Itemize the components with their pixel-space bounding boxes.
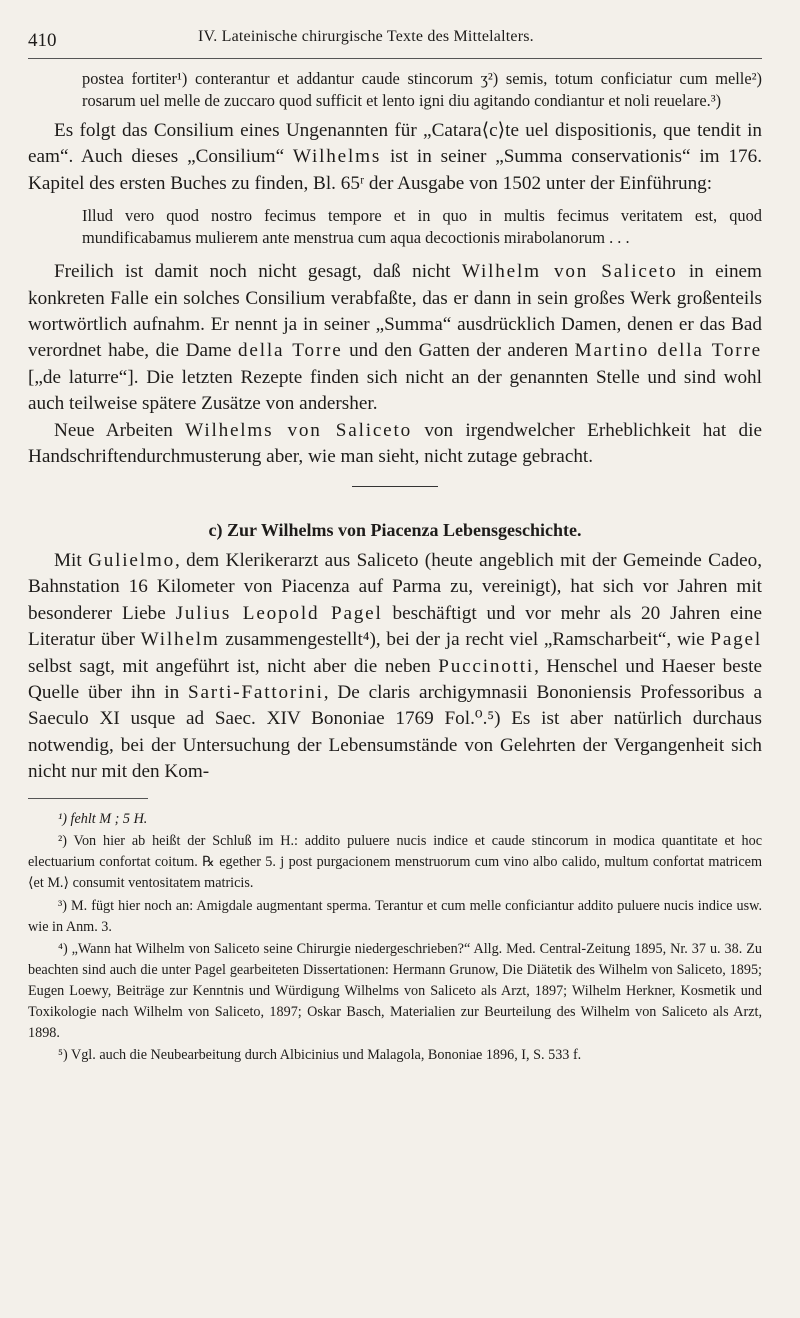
text-run: , Henschel und Haeser beste Quelle über ihn in — [28, 655, 763, 703]
footnote-1: ¹) fehlt M ; 5 H. — [58, 810, 148, 827]
page-header — [28, 24, 762, 59]
page-number: 410 — [28, 30, 57, 51]
person-name: Wilhelms — [292, 146, 382, 168]
person-name: Pagel — [710, 629, 763, 651]
paragraph-neue-arbeiten — [28, 418, 762, 471]
text-run: Freilich ist damit noch nicht gesagt, daß nicht — [54, 261, 462, 283]
running-head: IV. Lateinische chirurgische Texte des Mittelalters. — [198, 28, 534, 45]
text-run: zusammengestellt⁴), bei der ja recht viel „Ramscharbeit“, wie — [219, 629, 711, 651]
footnote-5: ⁵) Vgl. auch die Neubearbeitung durch Albicinius und Malagola, Bononiae 1896, I, S. 533 f. — [58, 1047, 582, 1064]
text-run: von irgendwelcher Erheblichkeit hat die Handschriftendurchmusterung aber, wie man sieht, nicht zutage gebracht. — [28, 419, 762, 468]
paragraph-freilich — [28, 259, 762, 417]
text-run: Neue Arbeiten — [54, 419, 186, 441]
person-name: Julius Leopold Pagel — [175, 602, 383, 624]
text-run: beschäftigt und vor mehr als 20 Jahren eine Literatur über — [28, 602, 762, 651]
section-title: c) Zur Wilhelms von Piacenza Lebensgeschichte. — [208, 520, 582, 541]
text-run: selbst sagt, mit angeführt ist, nicht aber die neben — [28, 655, 439, 677]
section-divider — [352, 486, 438, 487]
footnote-2: ²) Von hier ab heißt der Schluß im H.: addito puluere nucis indice et caude stincorum in modica quantitate et hoc electuarium confortat coitum. ℞ egether 5. j post purgacionem menstruorum cum vino albo calido, multum confortat matricem ⟨et M.⟩ consumit ventositatem matricis. — [28, 833, 762, 891]
person-name: Wilhelms von Saliceto — [185, 419, 413, 441]
person-name: della Torre — [237, 340, 343, 362]
person-name: Sarti-Fattorini — [188, 681, 324, 703]
latin-quote-recipe: postea fortiter¹) conterantur et addantur caude stincorum ʒ²) semis, totum conficiatur cum melle²) rosarum uel melle de zuccaro quod sufficit et lento igni diu agitando condiantur et noli reuelare.³) — [82, 69, 762, 110]
text-run: , De claris archigymnasii Bononiensis Professoribus a Saeculo XI usque ad Saec. XIV Bononiae 1769 Fol.⁰.⁵) Es ist aber natürlich durchaus notwendig, bei der Untersuchung der Lebensumstände von Gelehrten der Vergangenheit sich nicht nur mit den Kom- — [28, 681, 762, 783]
text-run: Mit — [54, 549, 89, 571]
footnote-4: ⁴) „Wann hat Wilhelm von Saliceto seine Chirurgie niedergeschrieben?“ Allg. Med. Central-Zeitung 1895, Nr. 37 u. 38. Zu beachten sind auch die unter Pagel gearbeiteten Dissertationen: Hermann Grunow, Die Diätetik des Wilhelm von Saliceto, 1895; Eugen Loewy, Beiträge zur Kenntnis und Würdigung Wilhelms von Saliceto als Arzt, 1897; Wilhelm Herkner, Kosmetik und Toxikologie nach Wilhelm von Saliceto, 1897; Oskar Basch, Materialien zur Beurteilung des Wilhelm von Saliceto als Arzt, 1898. — [28, 941, 762, 1041]
person-name: Gulielmo — [88, 549, 175, 571]
text-run: Es folgt das Consilium eines Ungenannten für „Catara⟨c⟩te uel dispositionis, que tendit in eam“. Auch dieses „Consilium“ — [28, 120, 762, 168]
text-run: [„de laturre“]. Die letzten Rezepte finden sich nicht an der genannten Stelle und sind wohl auch teilweise spätere Zusätze von andersher. — [28, 366, 762, 415]
person-name: Wilhelm von Saliceto — [461, 261, 678, 283]
footnote-3: ³) M. fügt hier noch an: Amigdale augmentant sperma. Terantur et cum melle conficiantur addito puluere nucis indice usw. wie in Anm. 3. — [28, 897, 762, 935]
text-run: und den Gatten der anderen — [342, 340, 575, 362]
footnote-rule — [28, 798, 148, 799]
person-name: Puccinotti — [438, 655, 535, 677]
text-run: ist in seiner „Summa conservationis“ im 176. Kapitel des ersten Buches zu finden, Bl. 65ʳ der Ausgabe von 1502 unter der Einführung: — [28, 146, 762, 194]
footnotes — [28, 809, 762, 1067]
latin-quote-summa: Illud vero quod nostro fecimus tempore et in quo in multis fecimus veritatem est, quod mundificabamus mulierem ante menstrua cum aqua decoctionis mirabolanorum . . . — [82, 206, 762, 248]
paragraph-consilium — [28, 118, 762, 197]
main-text — [28, 68, 762, 1068]
person-name: Martino della Torre — [574, 340, 762, 362]
text-run: , dem Klerikerarzt aus Saliceto (heute angeblich mit der Gemeinde Cadeo, Bahnstation 16 Kilometer von Piacenza auf Parma zu, vereinigt), hat sich vor Jahren mit besonderer Liebe — [28, 549, 762, 624]
text-run: in einem konkreten Falle ein solches Consilium verabfaßte, das er dann in sein großes Werk großenteils wortwörtlich aufnahm. Er nennt ja in seiner „Summa“ ausdrücklich Damen, denen er das Bad verordnet habe, die Dame — [28, 261, 762, 362]
paragraph-gulielmo — [28, 548, 762, 786]
person-name: Wilhelm — [140, 629, 220, 651]
